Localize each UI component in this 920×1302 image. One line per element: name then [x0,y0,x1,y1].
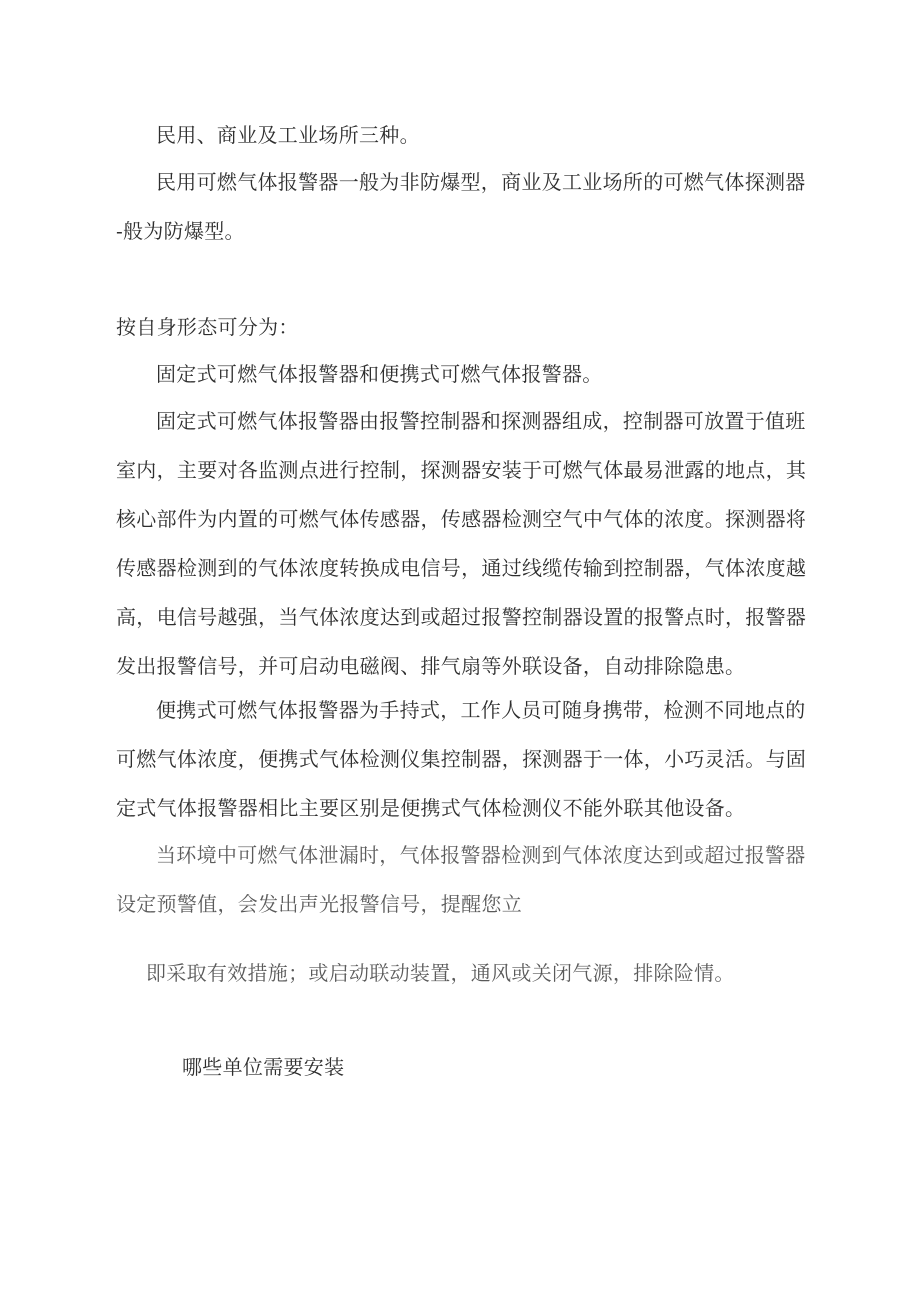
text-line: 传感器检测到的气体浓度转换成电信号，通过线缆传输到控制器，气体浓度越 [116,556,807,580]
text-line: 高，电信号越强，当气体浓度达到或超过报警控制器设置的报警点时，报警器 [116,605,807,629]
text-line: 哪些单位需要安装 [182,1055,345,1079]
text-line: 即采取有效措施；或启动联动装置，通风或关闭气源，排除险情。 [146,961,735,985]
text-line: 民用可燃气体报警器一般为非防爆型，商业及工业场所的可燃气体探测器 [156,170,806,194]
text-line: 按自身形态可分为： [116,315,299,339]
text-line: 民用、商业及工业场所三种。 [156,123,420,147]
paragraph-portable-alarm [116,686,807,833]
heading-which-units [182,1043,862,1092]
text-line: 定式气体报警器相比主要区别是便携式气体检测仪不能外联其他设备。 [116,796,746,820]
heading-by-form [116,303,796,352]
text-line: 发出报警信号，并可启动电磁阀、排气扇等外联设备，自动排除隐患。 [116,654,746,678]
paragraph-fixed-alarm [116,397,807,691]
text-line: 可燃气体浓度，便携式气体检测仪集控制器，探测器于一体，小巧灵活。与固 [116,747,807,771]
paragraph-take-measures [146,949,826,998]
text-line: 固定式可燃气体报警器和便携式可燃气体报警器。 [156,362,603,386]
paragraph-usage-types [116,111,796,160]
text-line: 室内，主要对各监测点进行控制，探测器安装于可燃气体最易泄露的地点，其 [116,458,807,482]
text-line: 固定式可燃气体报警器由报警控制器和探测器组成，控制器可放置于值班 [156,409,806,433]
paragraph-two-forms [116,350,796,399]
paragraph-explosion-proof [116,158,806,256]
text-line: -般为防爆型。 [116,219,245,243]
text-line: 设定预警值，会发出声光报警信号，提醒您立 [116,892,522,916]
text-line: 便携式可燃气体报警器为手持式，工作人员可随身携带，检测不同地点的 [156,698,806,722]
paragraph-leak-alarm [116,831,806,929]
text-line: 核心部件为内置的可燃气体传感器，传感器检测空气中气体的浓度。探测器将 [116,507,807,531]
text-line: 当环境中可燃气体泄漏时，气体报警器检测到气体浓度达到或超过报警器 [156,843,806,867]
